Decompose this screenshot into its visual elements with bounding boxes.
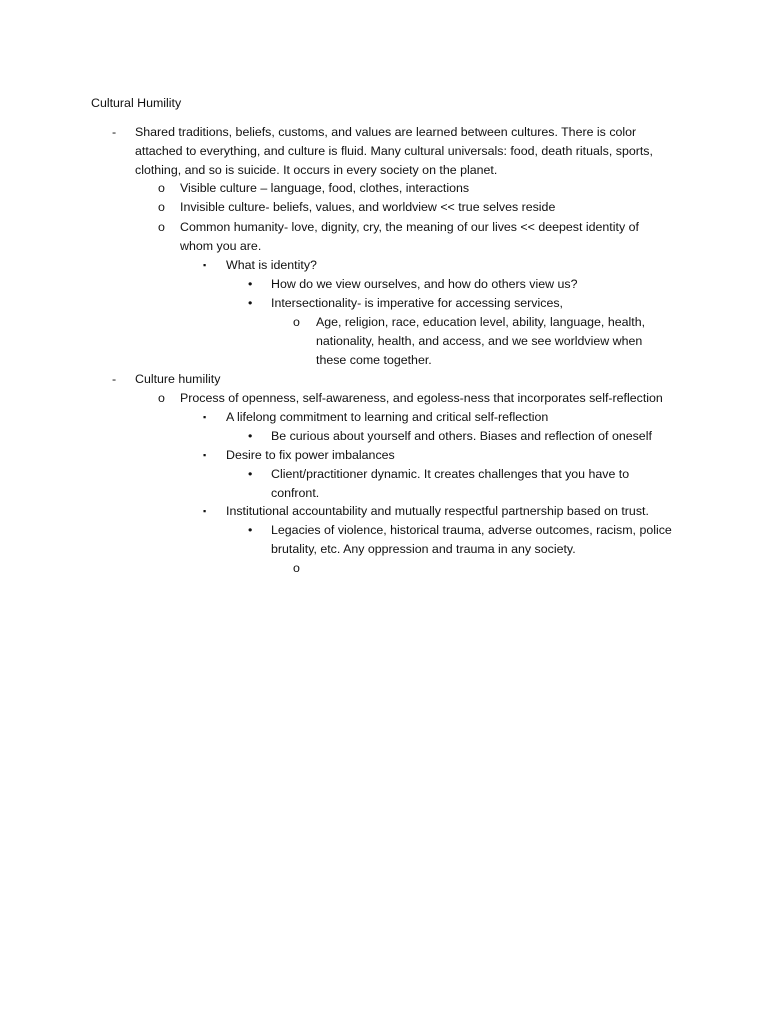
list-item-text: Intersectionality- is imperative for accessing services, [271,296,563,310]
list-item-intersectionality [248,294,678,313]
bullet-marker: • [248,429,253,443]
list-item-visible-culture [158,179,678,198]
list-item-text: Desire to fix power imbalances [226,448,395,462]
dash-marker: - [112,372,117,386]
list-item-power-imbalances [203,446,683,465]
list-item-text: How do we view ourselves, and how do others view us? [271,277,578,291]
list-item-text: What is identity? [226,258,317,272]
circle-marker: o [158,391,165,405]
circle-marker: o [158,200,165,214]
list-item-be-curious [248,427,678,446]
circle-marker: o [293,561,300,575]
square-marker: ▪ [203,506,207,516]
list-item-common-humanity [158,218,648,256]
circle-marker: o [158,181,165,195]
document-title: Cultural Humility [91,96,182,110]
list-item-what-is-identity [203,256,683,275]
list-item-text: Visible culture – language, food, clothes, interactions [180,181,470,195]
square-marker: ▪ [203,412,207,422]
square-marker: ▪ [203,260,207,270]
list-item-text: Invisible culture- beliefs, values, and worldview << true selves reside [180,200,556,214]
list-item-text: Institutional accountability and mutually respectful partnership based on trust. [226,504,649,518]
list-item-process-of-openness [158,389,678,408]
list-item-text: Age, religion, race, education level, ability, language, health, nationality, health, and access, and we see worldview when these come together. [316,315,646,367]
square-marker: ▪ [203,450,207,460]
list-item-text: Process of openness, self-awareness, and egoless-ness that incorporates self-reflection [180,391,663,405]
list-item-text: Legacies of violence, historical trauma, adverse outcomes, racism, police brutality, etc. Any oppression and trauma in any society. [271,523,672,556]
circle-marker: o [158,220,165,234]
list-item-institutional-accountability [203,502,683,521]
list-item-age-religion-race [293,313,663,370]
dash-marker: - [112,125,117,139]
list-item-text: Client/practitioner dynamic. It creates challenges that you have to confront. [271,467,630,500]
list-item-text: Be curious about yourself and others. Biases and reflection of oneself [271,429,652,443]
list-item-invisible-culture [158,198,678,217]
list-item-culture-humility [112,370,682,389]
list-item-legacies-of-violence [248,521,678,559]
list-item-text: Shared traditions, beliefs, customs, and values are learned between cultures. There is color attached to everything, and culture is fluid. Many cultural universals: food, death rituals, sports, clothing, and so is suicide. It occurs in every society on the planet. [135,125,653,177]
bullet-marker: • [248,277,253,291]
list-item-shared-traditions [112,123,682,180]
list-item-client-practitioner [248,465,648,503]
list-item-text: A lifelong commitment to learning and critical self-reflection [226,410,549,424]
bullet-marker: • [248,467,253,481]
list-item-text: Common humanity- love, dignity, cry, the meaning of our lives << deepest identity of whom you are. [180,220,639,253]
circle-marker: o [293,315,300,329]
bullet-marker: • [248,523,253,537]
list-item-view-ourselves [248,275,678,294]
list-item-lifelong-commitment [203,408,683,427]
bullet-marker: • [248,296,253,310]
list-item-text: Culture humility [135,372,221,386]
